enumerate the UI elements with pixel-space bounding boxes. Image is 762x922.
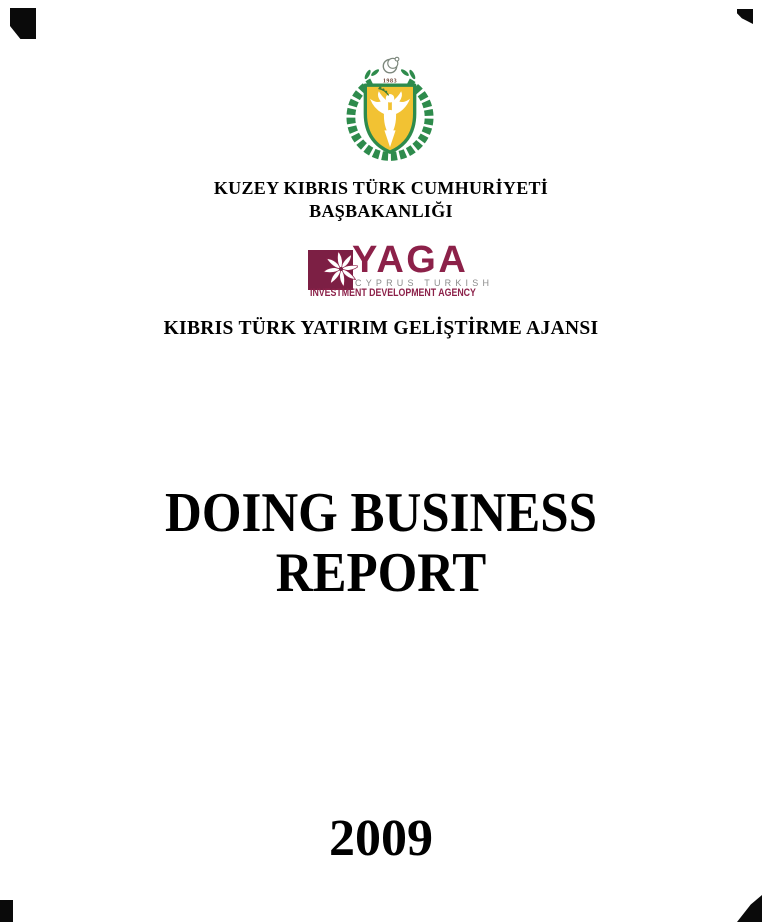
report-year: 2009 [329,810,433,867]
yaga-agency-line: INVESTMENT DEVELOPMENT AGENCY [310,287,476,299]
country-name: KUZEY KIBRIS TÜRK CUMHURİYETİ [213,178,549,198]
coat-of-arms-icon [334,54,446,162]
scan-mark-bottom-left [0,900,13,922]
scan-mark-top-right [737,9,753,24]
trnc-coat-of-arms [334,54,446,162]
agency-name-turkish: KIBRIS TÜRK YATIRIM GELİŞTİRME AJANSI [163,318,599,339]
scan-mark-bottom-right [737,895,762,922]
crescent-star-icon [383,57,399,73]
emblem-year: 1983 [382,78,398,85]
scan-mark-top-left [10,8,36,39]
report-title-line2: REPORT [275,542,487,604]
yaga-tagline: CYPRUS TURKISH [355,278,494,288]
office-name: BAŞBAKANLIĞI [309,201,453,221]
yaga-pinwheel-icon [308,250,358,292]
report-title [34,483,727,603]
report-title-line1: DOING BUSINESS [165,482,597,544]
yaga-wordmark: YAGA [352,239,469,281]
government-header [0,177,762,223]
yaga-logo [308,239,494,300]
